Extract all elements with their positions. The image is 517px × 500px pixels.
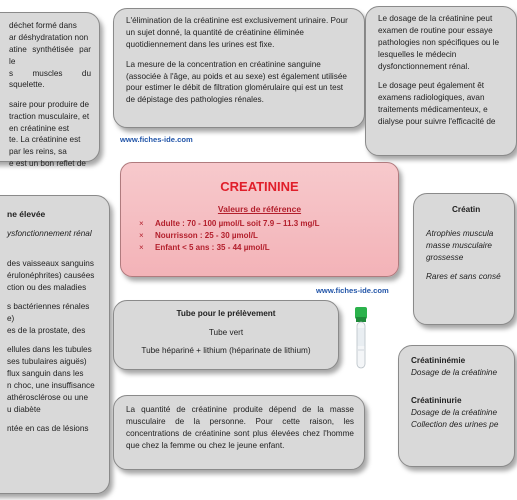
creatininuria-text: Dosage de la créatinine xyxy=(411,407,498,417)
elevated-cause-line: n choc, une insuffisance xyxy=(7,380,95,390)
bullet-icon: × xyxy=(139,243,144,252)
box-top-left-line: ar déshydratation non xyxy=(9,32,89,42)
elevated-heading: ne élevée xyxy=(7,209,46,219)
box-top-right-line: dysfonctionnement rénal. xyxy=(378,61,470,71)
box-top-left-line: atine synthétisée par le xyxy=(9,44,91,66)
box-left-elevated xyxy=(0,195,110,494)
creatininemia-heading: Créatininémie xyxy=(411,356,466,365)
box-top-right-text xyxy=(366,7,516,127)
reference-values-list xyxy=(121,218,398,254)
box-top-right-line: traitements médicamenteux, e xyxy=(378,104,488,114)
elimination-paragraph: L'élimination de la créatinine est exclusivement urinaire. Pour un sujet donné, la quantité de créatinine éliminée quotidiennement dans les urines est fixe. xyxy=(126,16,348,49)
elevated-cause-line: des vaisseaux sanguins xyxy=(7,259,94,269)
box-top-right-line: examen de routine pour essaye xyxy=(378,25,493,35)
low-creatinine-heading: Créatin xyxy=(452,205,481,214)
reference-value-item: × Adulte : 70 - 100 µmol/L soit 7.9 – 11.3 mg/L xyxy=(139,219,320,228)
low-creatinine-text xyxy=(426,228,514,283)
tube-color: Tube vert xyxy=(208,327,244,337)
box-top-left-line: e est un bon reflet de xyxy=(9,159,86,169)
low-creatinine-line xyxy=(426,264,514,271)
website-url-mid: www.fiches-ide.com xyxy=(316,286,389,295)
creatinine-title-box xyxy=(120,162,399,277)
elevated-cause-line: athérosclérose ou une xyxy=(7,392,89,402)
reference-values-heading: Valeurs de référence xyxy=(217,204,302,214)
box-bottom-right xyxy=(398,345,515,467)
box-bottom-center xyxy=(113,395,365,470)
box-top-left-line: saire pour produire de xyxy=(9,99,90,109)
creatininuria-collection: Collection des urines pe xyxy=(411,419,499,429)
box-top-left xyxy=(0,12,100,169)
box-top-right-line xyxy=(378,72,516,79)
elevated-cause-line xyxy=(7,337,103,344)
box-top-right-line: pathologies non spécifiques ou le xyxy=(378,37,500,47)
muscle-mass-paragraph: La quantité de créatinine produite dépend de la masse musculaire de la personne. Pour cette raison, les concentrations de créatinine sont plus élevées chez l'homme que chez la femme ou chez le jeune enfant. xyxy=(126,405,354,450)
elevated-causes-text xyxy=(7,258,103,435)
tube-type: Tube hépariné + lithium (héparinate de lithium) xyxy=(141,345,311,355)
elevated-cause-line: ntée en cas de lésions xyxy=(7,424,89,434)
box-top-right-line: Le dosage peut également êt xyxy=(378,80,485,90)
mesure-paragraph: La mesure de la concentration en créatinine sanguine (associée à l'âge, au poids et au sexe) est également utilisée pour estimer le débit de filtration glomérulaire qui est un test de dépistage des pathologies rénales. xyxy=(126,59,347,105)
creatininemia-text: Dosage de la créatinine xyxy=(411,367,498,377)
box-top-left-line: en créatinine est xyxy=(9,123,70,133)
box-top-left-line: déchet formé dans xyxy=(9,21,77,30)
tube-heading: Tube pour le prélèvement xyxy=(176,309,276,318)
elevated-cause-line: ellules dans les tubules xyxy=(7,345,92,355)
low-creatinine-line: Atrophies muscula xyxy=(426,228,494,238)
elevated-cause-line xyxy=(7,416,103,423)
box-top-right xyxy=(365,6,517,156)
box-right-mid xyxy=(413,193,515,325)
website-url-top: www.fiches-ide.com xyxy=(120,135,193,144)
bullet-icon: × xyxy=(139,219,144,228)
box-top-left-line xyxy=(9,91,91,98)
bullet-icon: × xyxy=(139,231,144,240)
reference-value-item: × Nourrisson : 25 - 30 µmol/L xyxy=(139,231,258,240)
low-creatinine-line: Rares et sans consé xyxy=(426,271,501,281)
box-top-right-line: lesquelles le médecin xyxy=(378,49,457,59)
elevated-cause-line xyxy=(7,294,103,301)
elevated-cause-line: flux sanguin dans les xyxy=(7,369,84,379)
box-top-left-line: te. La créatinine est xyxy=(9,135,81,145)
box-top-right-line: examens radiologiques, avan xyxy=(378,92,485,102)
box-top-center xyxy=(113,8,365,128)
reference-value-item: × Enfant < 5 ans : 35 - 44 µmol/L xyxy=(139,243,270,252)
elevated-cause-line: es de la prostate, des xyxy=(7,326,86,336)
elevated-cause-line: érulonéphrites) causées xyxy=(7,271,95,281)
blood-tube-icon xyxy=(346,304,376,374)
elevated-cause-line: u diabète xyxy=(7,404,41,414)
elevated-subheading: ysfonctionnement rénal xyxy=(7,229,92,239)
box-top-left-line: traction musculaire, et xyxy=(9,111,90,121)
elevated-cause-line: ction ou des maladies xyxy=(7,282,87,292)
creatininuria-heading: Créatininurie xyxy=(411,395,462,405)
page-title: CREATININE xyxy=(220,179,299,194)
box-top-left-line: s muscles du squelette. xyxy=(9,68,91,90)
low-creatinine-line: grossesse xyxy=(426,252,464,262)
box-top-left-line: par les reins, sa xyxy=(9,147,67,157)
low-creatinine-line: masse musculaire xyxy=(426,240,492,250)
elevated-cause-line: ses tubulaires aiguës) xyxy=(7,357,87,367)
box-top-right-line: Le dosage de la créatinine peut xyxy=(378,14,493,23)
box-tube xyxy=(113,300,339,370)
box-top-right-line: dialyse pour suivre l'efficacité de xyxy=(378,116,496,126)
box-top-left-text xyxy=(0,13,99,170)
elevated-cause-line: s bactériennes rénales xyxy=(7,302,90,312)
elevated-cause-line: e) xyxy=(7,314,15,324)
